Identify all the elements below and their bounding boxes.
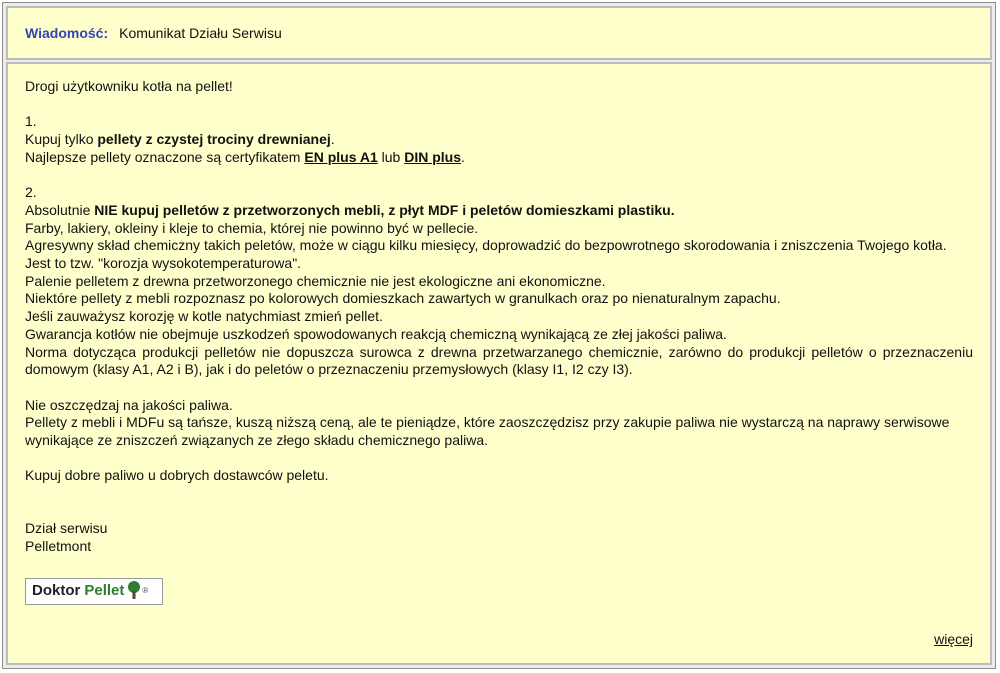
section-2-number: 2. bbox=[25, 184, 37, 201]
section-2-line-2: Farby, lakiery, okleiny i kleje to chemia, której nie powinno być w pellecie. bbox=[25, 219, 479, 236]
text-span: Kupuj tylko bbox=[25, 131, 98, 148]
section-2-line-7: Jeśli zauważysz korozję w kotle natychmiast zmień pellet. bbox=[25, 308, 383, 325]
text-span: Absolutnie bbox=[25, 201, 95, 218]
section-3-line-2: Pellety z mebli i MDFu są tańsze, kuszą niższą ceną, ale te pieniądze, które zaoszczędzisz przy zakupie paliwa nie wystarczą na naprawy serwisowe wynikające ze zniszczeń związanych ze złego składu chemicznego paliwa. bbox=[25, 414, 950, 449]
section-1-line-2 bbox=[25, 149, 973, 167]
section-2-line-6: Niektóre pellety z mebli rozpoznasz po kolorowych domieszkach zawartych w granulkach oraz po nienaturalnym zapachu. bbox=[25, 290, 781, 307]
message-label: Wiadomość: bbox=[25, 25, 109, 41]
message-window bbox=[2, 2, 996, 669]
text-span: . bbox=[330, 131, 335, 148]
logo-text-pellet: Pellet bbox=[84, 582, 125, 600]
section-2-line-4: Jest to tzw. "korozja wysokotemperaturowa". bbox=[25, 255, 302, 271]
text-span: . bbox=[461, 148, 465, 165]
section-2-line-9: Norma dotycząca produkcji pelletów nie dopuszcza surowca z drewna przetwarzanego chemicznie, zarówno do produkcji pelletów o przeznaczeniu domowym (klasy A1, A2 i B), jak i do peletów o przeznaczeniu przemysłowych (klasy I1, I2 czy I3). bbox=[25, 343, 973, 378]
logo-text-doktor: Doktor bbox=[32, 582, 81, 600]
section-2-line-1 bbox=[25, 202, 973, 220]
section-2-line-8: Gwarancja kotłów nie obejmuje uszkodzeń spowodowanych reakcją chemiczną wynikającą ze złej jakości paliwa. bbox=[25, 325, 727, 342]
section-1-number: 1. bbox=[25, 113, 37, 130]
message-subject: Komunikat Działu Serwisu bbox=[119, 25, 282, 41]
section-2-line-3: Agresywny skład chemiczny takich peletów, może w ciągu kilku miesięcy, doprowadzić do bezpowrotnego skorodowania i zniszczenia Twojego kotła. bbox=[25, 237, 947, 254]
bold-text: pellety z czystej trociny drewnianej bbox=[97, 131, 331, 148]
doktor-pellet-logo[interactable] bbox=[25, 578, 163, 605]
section-2-line-5: Palenie pelletem z drewna przetworzonego chemicznie nie jest ekologiczne ani ekonomiczne. bbox=[25, 272, 606, 289]
more-link[interactable]: więcej bbox=[934, 631, 973, 648]
section-3-line-1: Nie oszczędzaj na jakości paliwa. bbox=[25, 396, 233, 413]
registered-mark: ® bbox=[142, 586, 149, 596]
closing-line: Kupuj dobre paliwo u dobrych dostawców peletu. bbox=[25, 467, 329, 484]
section-1-line-1 bbox=[25, 131, 973, 149]
signature-company: Pelletmont bbox=[25, 537, 92, 554]
message-header bbox=[6, 6, 992, 60]
tree-icon bbox=[126, 581, 142, 601]
text-span: Najlepsze pellety oznaczone są certyfikatem bbox=[25, 148, 305, 165]
bold-text: NIE kupuj pelletów z przetworzonych mebli, z płyt MDF i peletów domieszkami plastiku. bbox=[94, 201, 675, 218]
en-plus-link[interactable]: EN plus A1 bbox=[304, 148, 378, 165]
message-body bbox=[6, 62, 992, 665]
greeting: Drogi użytkowniku kotła na pellet! bbox=[25, 78, 233, 94]
din-plus-link[interactable]: DIN plus bbox=[404, 148, 461, 165]
text-span: lub bbox=[377, 148, 405, 165]
signature-department: Dział serwisu bbox=[25, 520, 108, 537]
